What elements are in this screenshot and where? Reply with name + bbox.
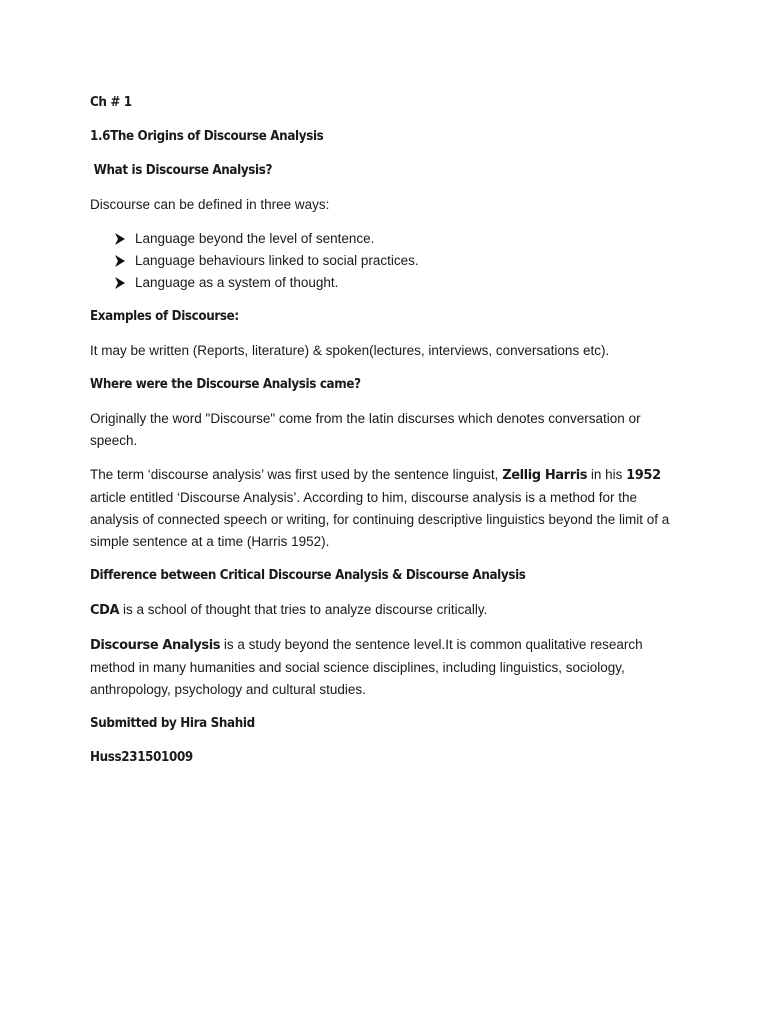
cda-paragraph xyxy=(90,599,670,622)
term-text-before: The term ‘discourse analysis’ was first used by the sentence linguist, xyxy=(90,467,503,482)
arrow-bullet-icon xyxy=(114,276,135,290)
list-item xyxy=(90,272,670,294)
definition-list xyxy=(90,228,670,294)
document-page xyxy=(90,92,670,781)
article-year: 1952 xyxy=(626,468,661,483)
origin-paragraph: Originally the word "Discourse" come from the latin discurses which denotes conversation or speech. xyxy=(90,411,641,448)
da-text: is a study beyond the sentence level.It is common qualitative research method in many humanities and social science disciplines, including linguistics, sociology, anthropology, psychology and cultural studies. xyxy=(90,637,643,697)
question-heading: What is Discourse Analysis? xyxy=(93,163,273,178)
arrow-bullet-icon xyxy=(114,254,135,268)
section-title: 1.6The Origins of Discourse Analysis xyxy=(90,129,324,144)
term-text-middle: in his xyxy=(587,467,627,482)
cda-text: is a school of thought that tries to analyze discourse critically. xyxy=(119,602,488,617)
chapter-label: Ch # 1 xyxy=(90,95,132,110)
cda-term: CDA xyxy=(90,603,120,618)
origin-heading: Where were the Discourse Analysis came? xyxy=(90,377,361,392)
roll-number: Huss231501009 xyxy=(90,750,193,765)
submitted-by: Submitted by Hira Shahid xyxy=(90,716,255,731)
term-paragraph xyxy=(90,464,670,553)
list-item xyxy=(90,250,670,272)
linguist-name: Zellig Harris xyxy=(502,468,588,483)
examples-heading: Examples of Discourse: xyxy=(90,309,239,324)
term-text-after: article entitled ‘Discourse Analysis’. According to him, discourse analysis is a method for the analysis of connected speech or writing, for continuing descriptive linguistics beyond the limit of a simple sentence at a time (Harris 1952). xyxy=(90,490,670,549)
list-item-text: Language beyond the level of sentence. xyxy=(135,231,375,246)
da-term: Discourse Analysis xyxy=(90,638,221,653)
difference-heading: Difference between Critical Discourse Analysis & Discourse Analysis xyxy=(90,568,526,583)
list-item-text: Language as a system of thought. xyxy=(135,275,339,290)
intro-paragraph: Discourse can be defined in three ways: xyxy=(90,197,330,212)
arrow-bullet-icon xyxy=(114,232,135,246)
list-item xyxy=(90,228,670,250)
examples-paragraph: It may be written (Reports, literature) & spoken(lectures, interviews, conversations etc). xyxy=(90,343,610,358)
da-paragraph xyxy=(90,634,670,701)
list-item-text: Language behaviours linked to social practices. xyxy=(135,253,419,268)
